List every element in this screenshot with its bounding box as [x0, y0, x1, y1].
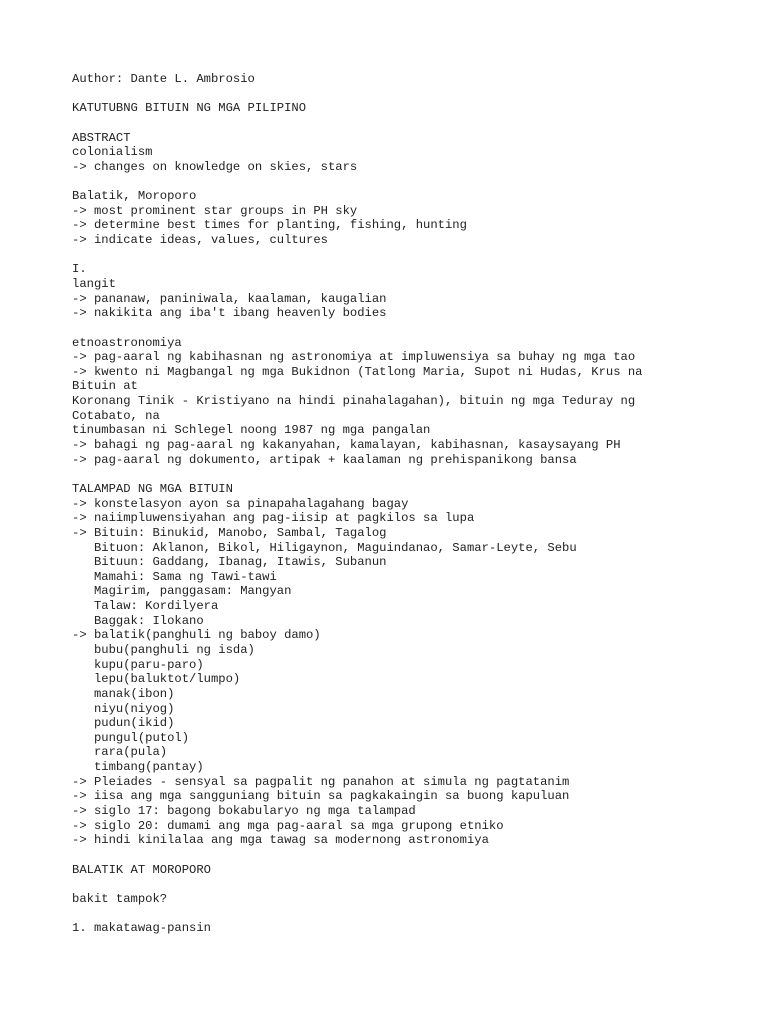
blank-line: [72, 321, 752, 336]
text-line: -> most prominent star groups in PH sky: [72, 203, 358, 218]
blank-line: [72, 848, 752, 863]
text-line: BALATIK AT MOROPORO: [72, 862, 211, 877]
text-line: TALAMPAD NG MGA BITUIN: [72, 481, 233, 496]
text-line: niyu(niyog): [72, 701, 175, 716]
text-line: Bituun: Gaddang, Ibanag, Itawis, Subanun: [72, 555, 387, 570]
text-line: I.: [72, 262, 87, 277]
text-line: manak(ibon): [72, 686, 175, 701]
text-line: -> iisa ang mga sangguniang bituin sa pagkakaingin sa buong kapuluan: [72, 789, 570, 804]
text-line: timbang(pantay): [72, 760, 204, 775]
blank-line: [72, 116, 752, 131]
text-line: -> kwento ni Magbangal ng mga Bukidnon (Tatlong Maria, Supot ni Hudas, Krus na: [72, 364, 643, 379]
text-line: rara(pula): [72, 745, 168, 760]
text-line: Author: Dante L. Ambrosio: [72, 72, 255, 86]
text-line: Balatik, Moroporo: [72, 189, 197, 204]
text-line: -> nakikita ang iba't ibang heavenly bodies: [72, 306, 387, 321]
text-line: tinumbasan ni Schlegel noong 1987 ng mga pangalan: [72, 423, 431, 438]
text-line: Mamahi: Sama ng Tawi-tawi: [72, 569, 277, 584]
blank-line: [72, 174, 752, 189]
text-line: etnoastronomiya: [72, 335, 182, 350]
text-line: -> pag-aaral ng kabihasnan ng astronomiya at impluwensiya sa buhay ng mga tao: [72, 350, 636, 365]
text-line: Cotabato, na: [72, 408, 160, 423]
text-line: Koronang Tinik - Kristiyano na hindi pinahalagahan), bituin ng mga Teduray ng: [72, 394, 636, 409]
text-line: ABSTRACT: [72, 130, 131, 145]
text-line: -> pananaw, paniniwala, kaalaman, kaugalian: [72, 291, 387, 306]
text-line: -> determine best times for planting, fishing, hunting: [72, 218, 467, 233]
text-line: bubu(panghuli ng isda): [72, 642, 255, 657]
text-line: Magirim, panggasam: Mangyan: [72, 584, 292, 599]
text-line: colonialism: [72, 145, 153, 160]
text-line: -> Pleiades - sensyal sa pagpalit ng panahon at simula ng pagtatanim: [72, 774, 570, 789]
text-line: -> indicate ideas, values, cultures: [72, 233, 328, 248]
text-line: -> konstelasyon ayon sa pinapahalagahang bagay: [72, 496, 409, 511]
text-line: kupu(paru-paro): [72, 657, 204, 672]
text-line: -> pag-aaral ng dokumento, artipak + kaalaman ng prehispanikong bansa: [72, 452, 577, 467]
text-line: Bituin at: [72, 379, 138, 394]
text-line: bakit tampok?: [72, 891, 168, 906]
text-line: -> naiimpluwensiyahan ang pag-iisip at pagkilos sa lupa: [72, 511, 475, 526]
text-line: pungul(putol): [72, 730, 190, 745]
blank-line: [72, 877, 752, 892]
text-line: -> siglo 20: dumami ang mga pag-aaral sa mga grupong etniko: [72, 818, 504, 833]
blank-line: [72, 467, 752, 482]
text-line: Baggak: Ilokano: [72, 613, 204, 628]
text-line: -> bahagi ng pag-aaral ng kakanyahan, kamalayan, kabihasnan, kasaysayang PH: [72, 438, 621, 453]
document-body: [72, 72, 752, 936]
text-line: KATUTUBNG BITUIN NG MGA PILIPINO: [72, 101, 307, 116]
text-line: pudun(ikid): [72, 716, 175, 731]
text-line: -> balatik(panghuli ng baboy damo): [72, 628, 321, 643]
text-line: -> Bituin: Binukid, Manobo, Sambal, Tagalog: [72, 525, 387, 540]
text-line: lepu(baluktot/lumpo): [72, 672, 241, 687]
blank-line: [72, 907, 752, 922]
text-line: langit: [72, 276, 116, 291]
text-line: 1. makatawag-pansin: [72, 921, 211, 936]
blank-line: [72, 248, 752, 263]
text-line: Bituon: Aklanon, Bikol, Hiligaynon, Maguindanao, Samar-Leyte, Sebu: [72, 540, 577, 555]
blank-line: [72, 87, 752, 102]
text-line: -> siglo 17: bagong bokabularyo ng mga talampad: [72, 804, 416, 819]
text-line: -> hindi kinilalaa ang mga tawag sa modernong astronomiya: [72, 833, 489, 848]
text-line: -> changes on knowledge on skies, stars: [72, 159, 358, 174]
text-line: Talaw: Kordilyera: [72, 599, 219, 614]
